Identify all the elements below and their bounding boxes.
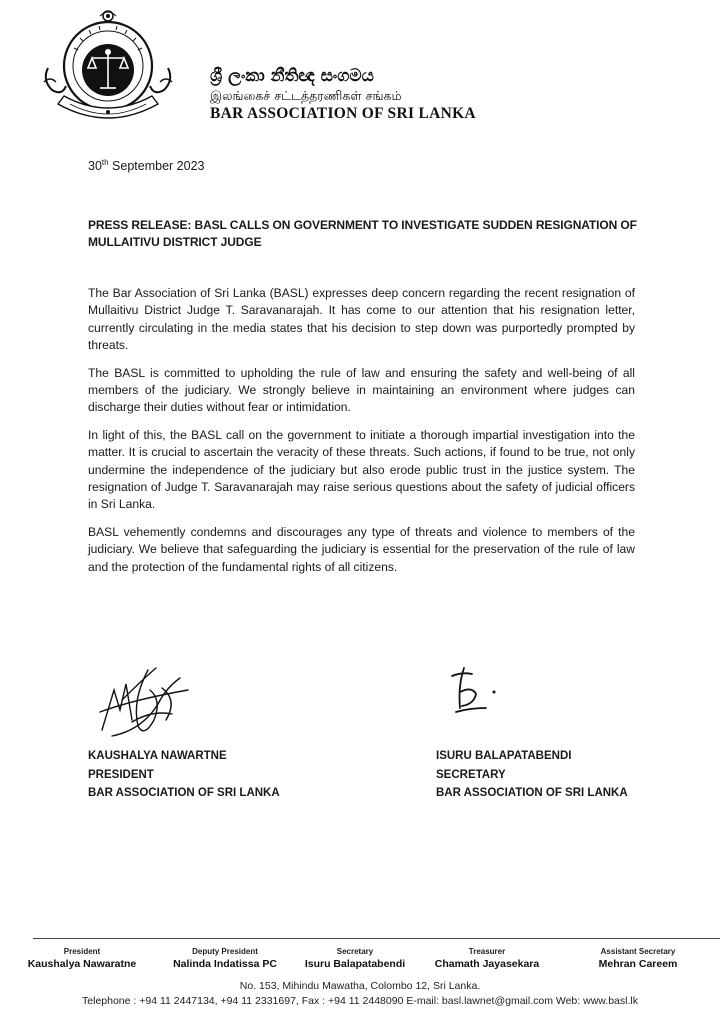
- officer-name: Mehran Careem: [598, 958, 678, 970]
- signatory-name: ISURU BALAPATABENDI: [436, 750, 572, 762]
- officer-role: Secretary: [336, 947, 374, 956]
- office-bearers: [22, 946, 702, 976]
- signatory-organization: BAR ASSOCIATION OF SRI LANKA: [436, 787, 628, 799]
- footer-address: No. 153, Mihindu Mawatha, Colombo 12, Sri Lanka.: [239, 980, 481, 992]
- president-signature: [92, 660, 202, 742]
- organization-names: [210, 66, 476, 123]
- body-paragraph: BASL vehemently condemns and discourages any type of threats and violence to members of the judiciary. We believe that safeguarding the judiciary is essential for the preservation of the rule of law and the protection of the fundamental rights of all citizens.: [88, 525, 635, 574]
- officer-secretary: [300, 946, 410, 971]
- secretary-signature: [446, 662, 506, 720]
- body-paragraph: In light of this, the BASL call on the government to initiate a thorough impartial investigation into the matter. It is crucial to ascertain the veracity of these threats. Such actions, if found to be true, not only undermine the independence of the judiciary but also erode public trust in the justice system. The resignation of Judge T. Saravanarajah may raise serious questions about the safety of judicial officers in Sri Lanka.: [88, 428, 635, 512]
- officer-name: Kaushalya Nawaratne: [27, 958, 137, 970]
- officer-president: [22, 946, 142, 971]
- officer-name: Chamath Jayasekara: [434, 958, 540, 970]
- signatory-secretary: [436, 747, 628, 803]
- scales-of-justice-emblem-icon: [40, 8, 200, 126]
- officer-assistant-secretary: [578, 946, 698, 971]
- letter-body: [88, 285, 635, 586]
- org-name-english: BAR ASSOCIATION OF SRI LANKA: [210, 105, 476, 122]
- body-paragraph: The BASL is committed to upholding the rule of law and ensuring the safety and well-being of all members of the judiciary. We strongly believe in maintaining an environment where judges can discharge their duties without fear or intimidation.: [88, 365, 635, 415]
- signatory-president: [88, 747, 280, 803]
- officer-name: Nalinda Indatissa PC: [173, 958, 277, 970]
- signatory-name: KAUSHALYA NAWARTNE: [88, 750, 227, 762]
- date-suffix: th: [101, 158, 109, 167]
- footer-divider: [33, 938, 720, 939]
- press-release-headline: PRESS RELEASE: BASL CALLS ON GOVERNMENT TO INVESTIGATE SUDDEN RESIGNATION OF MULLAITIVU DISTRICT JUDGE: [88, 218, 637, 249]
- signatory-title: PRESIDENT: [88, 768, 154, 781]
- officer-role: Treasurer: [468, 947, 506, 956]
- officer-name: Isuru Balapatabendi: [304, 958, 406, 970]
- date-month-year: September 2023: [108, 159, 205, 174]
- letterhead: [40, 8, 700, 128]
- letter-date: [88, 158, 204, 173]
- signatory-organization: BAR ASSOCIATION OF SRI LANKA: [88, 787, 280, 799]
- officer-role: Assistant Secretary: [600, 947, 676, 956]
- officer-treasurer: [422, 946, 552, 971]
- org-name-sinhala: ශ්‍රී ලංකා නීතිඥ සංගමය: [210, 66, 374, 86]
- officer-role: Deputy President: [192, 947, 258, 956]
- body-paragraph: The Bar Association of Sri Lanka (BASL) expresses deep concern regarding the recent resignation of Mullaitivu District Judge T. Saravanarajah. It has come to our attention that his resignation letter, currently circulating in the media states that his decision to step down was purportedly prompted by threats.: [88, 286, 635, 352]
- officer-role: President: [63, 947, 101, 956]
- officer-deputy-president: [160, 946, 290, 971]
- signatory-title: SECRETARY: [436, 768, 506, 781]
- footer-contact: Telephone : +94 11 2447134, +94 11 2331697, Fax : +94 11 2448090 E-mail: basl.lawnet@gmail.com Web: www.basl.lk: [82, 995, 638, 1007]
- date-day: 30: [88, 159, 102, 174]
- org-name-tamil: இலங்கைச் சட்டத்தரணிகள் சங்கம்: [210, 88, 402, 103]
